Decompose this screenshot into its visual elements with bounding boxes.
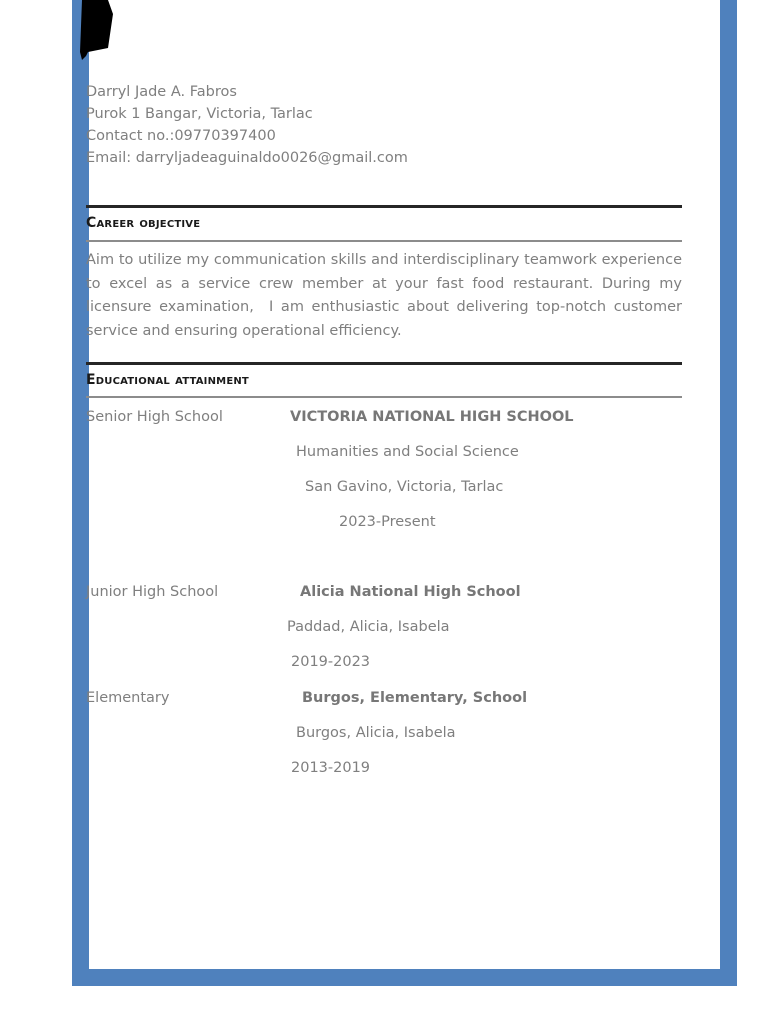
section-divider-bottom (86, 396, 682, 398)
school-name: VICTORIA NATIONAL HIGH SCHOOL (290, 409, 574, 425)
school-location: Burgos, Alicia, Isabela (296, 725, 456, 741)
school-location: Paddad, Alicia, Isabela (287, 619, 450, 635)
education-level: Elementary (86, 690, 170, 706)
photo-fragment-icon (80, 0, 114, 62)
section-divider-bottom (86, 240, 682, 242)
school-name: Burgos, Elementary, School (302, 690, 528, 706)
education-heading: Educational attainment (86, 372, 249, 388)
school-name: Alicia National High School (300, 584, 521, 600)
school-years: 2019-2023 (291, 654, 371, 670)
section-divider-top (86, 205, 682, 208)
education-level: Junior High School (86, 584, 219, 600)
page-border-right (720, 0, 737, 986)
education-level: Senior High School (86, 409, 223, 425)
strand: Humanities and Social Science (296, 444, 519, 460)
section-divider-top (86, 362, 682, 365)
applicant-address: Purok 1 Bangar, Victoria, Tarlac (86, 106, 313, 122)
school-location: San Gavino, Victoria, Tarlac (305, 479, 504, 495)
career-objective-heading: Career objective (86, 215, 201, 231)
school-years: 2013-2019 (291, 760, 371, 776)
school-years: 2023-Present (339, 514, 436, 530)
applicant-email: Email: darryljadeaguinaldo0026@gmail.com (86, 150, 408, 166)
applicant-name: Darryl Jade A. Fabros (86, 84, 237, 100)
career-objective-text: Aim to utilize my communication skills and interdisciplinary teamwork experience to excel as a service crew member at your fast food restaurant. During my licensure examination, I am enthusiastic about delivering top-notch customer service and ensuring operational efficiency. (86, 252, 687, 339)
page-border-bottom (72, 969, 737, 986)
applicant-contact-number: Contact no.:09770397400 (86, 128, 276, 144)
